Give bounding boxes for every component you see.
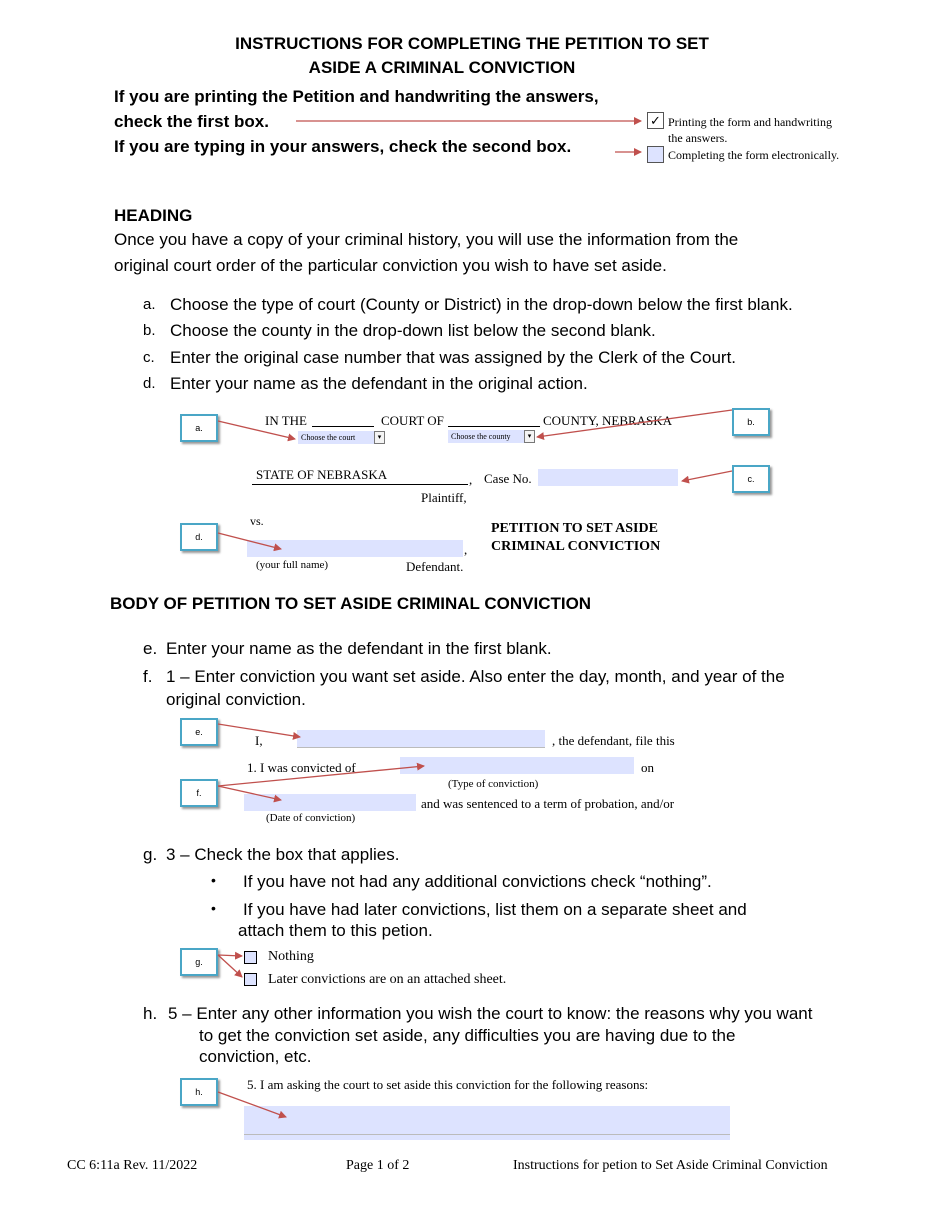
sample-petition-line1: PETITION TO SET ASIDE	[491, 521, 658, 536]
sample-court-of: COURT OF	[381, 413, 444, 428]
check-mark-icon: ✓	[650, 113, 661, 128]
item-g-letter: g.	[143, 845, 158, 864]
arrow-g-2	[218, 955, 242, 977]
item-d-letter: d.	[143, 375, 156, 392]
footer-document-title: Instructions for petion to Set Aside Criminal Conviction	[513, 1158, 828, 1173]
sample-petition-line2: CRIMINAL CONVICTION	[491, 539, 661, 554]
item-h-line1: 5 – Enter any other information you wish the court to know: the reasons why you want	[168, 1004, 813, 1023]
item-g-text: 3 – Check the box that applies.	[166, 845, 400, 864]
arrow-b	[537, 410, 732, 437]
bullet-1-text: If you have not had any additional convictions check “nothing”.	[243, 872, 712, 891]
callout-c: c.	[732, 465, 770, 493]
item-h-line3: conviction, etc.	[199, 1047, 312, 1066]
intro-line1: If you are printing the Petition and handwriting the answers,	[114, 87, 599, 106]
sample-case-no: Case No.	[484, 471, 532, 486]
sample-vs: vs.	[250, 514, 264, 528]
arrow-e	[218, 724, 300, 737]
item-a-letter: a.	[143, 296, 156, 313]
item-f-line2: original conviction.	[166, 690, 306, 709]
arrow-h	[218, 1092, 286, 1117]
arrow-d	[218, 533, 281, 549]
callout-h: h.	[180, 1078, 218, 1106]
page-title-line2: ASIDE A CRIMINAL CONVICTION	[308, 58, 576, 77]
item-c-text: Enter the original case number that was assigned by the Clerk of the Court.	[170, 348, 737, 367]
sample-type-of-conviction: (Type of conviction)	[448, 778, 539, 790]
footer-page-number: Page 1 of 2	[346, 1158, 410, 1173]
sample-comma-1: ,	[469, 472, 473, 487]
sample-later: Later convictions are on an attached sheet.	[268, 972, 507, 987]
sample-sentenced: and was sentenced to a term of probation, and/or	[421, 796, 675, 811]
body-title: BODY OF PETITION TO SET ASIDE CRIMINAL CONVICTION	[110, 594, 592, 613]
option1-label-line1: Printing the form and handwriting	[668, 115, 832, 129]
bullet-icon: •	[211, 872, 216, 888]
item-a-text: Choose the type of court (County or District) in the drop-down below the first blank.	[170, 295, 793, 314]
heading-title: HEADING	[114, 206, 193, 225]
sample-comma-2: ,	[464, 542, 468, 557]
sample-on: on	[641, 760, 654, 775]
sample-convicted-of: 1. I was convicted of	[247, 760, 356, 775]
bullet-2-text: If you have had later convictions, list them on a separate sheet and	[243, 900, 747, 919]
option1-label-line2: the answers.	[668, 131, 728, 145]
court-dropdown[interactable]: Choose the court	[298, 431, 374, 444]
item-h-line2: to get the conviction set aside, any difficulties you are having due to the	[199, 1026, 736, 1045]
heading-paragraph-line2: original court order of the particular conviction you wish to have set aside.	[114, 256, 667, 275]
sample-date-of-conviction: (Date of conviction)	[266, 812, 356, 824]
bullet-icon: •	[211, 900, 216, 916]
item-f-letter: f.	[143, 667, 153, 686]
sample-in-the: IN THE	[265, 413, 308, 428]
arrow-g-1	[218, 955, 242, 956]
callout-b: b.	[732, 408, 770, 436]
item-e-text: Enter your name as the defendant in the first blank.	[166, 639, 552, 658]
sample-reasons: 5. I am asking the court to set aside this conviction for the following reasons:	[247, 1077, 649, 1092]
option2-label: Completing the form electronically.	[668, 148, 840, 162]
bullet-2-continued: attach them to this petion.	[238, 921, 433, 940]
item-c-letter: c.	[143, 349, 155, 366]
arrow-a	[218, 421, 295, 439]
item-h-letter: h.	[143, 1004, 158, 1023]
page-title-line1: INSTRUCTIONS FOR COMPLETING THE PETITION TO SET	[235, 34, 709, 53]
intro-line2: check the first box.	[114, 112, 269, 131]
sample-nothing: Nothing	[268, 949, 314, 964]
county-dropdown[interactable]: Choose the county	[448, 430, 524, 443]
sample-your-full-name: (your full name)	[256, 559, 329, 571]
sample-state: STATE OF NEBRASKA	[256, 467, 388, 482]
arrow-f-2	[218, 786, 281, 800]
arrow-f-1	[218, 766, 424, 786]
callout-f: f.	[180, 779, 218, 807]
footer-form-id: CC 6:11a Rev. 11/2022	[67, 1158, 198, 1173]
sample-county-nebraska: COUNTY, NEBRASKA	[543, 413, 673, 428]
sample-plaintiff: Plaintiff,	[421, 490, 467, 505]
sample-defendant: Defendant.	[406, 559, 464, 574]
callout-a: a.	[180, 414, 218, 442]
callout-e: e.	[180, 718, 218, 746]
callout-g: g.	[180, 948, 218, 976]
item-d-text: Enter your name as the defendant in the original action.	[170, 374, 588, 393]
heading-paragraph-line1: Once you have a copy of your criminal history, you will use the information from the	[114, 230, 739, 249]
intro-line3: If you are typing in your answers, check the second box.	[114, 137, 572, 156]
court-dropdown-arrow-icon[interactable]: ▾	[374, 431, 385, 444]
item-e-letter: e.	[143, 639, 158, 658]
item-f-line1: 1 – Enter conviction you want set aside. Also enter the day, month, and year of the	[166, 667, 785, 686]
sample-defendant-file: , the defendant, file this	[552, 733, 675, 748]
item-b-text: Choose the county in the drop-down list below the second blank.	[170, 321, 656, 340]
item-b-letter: b.	[143, 322, 156, 339]
sample-i: I,	[255, 733, 263, 748]
arrow-c	[682, 471, 732, 481]
county-dropdown-arrow-icon[interactable]: ▾	[524, 430, 535, 443]
callout-d: d.	[180, 523, 218, 551]
